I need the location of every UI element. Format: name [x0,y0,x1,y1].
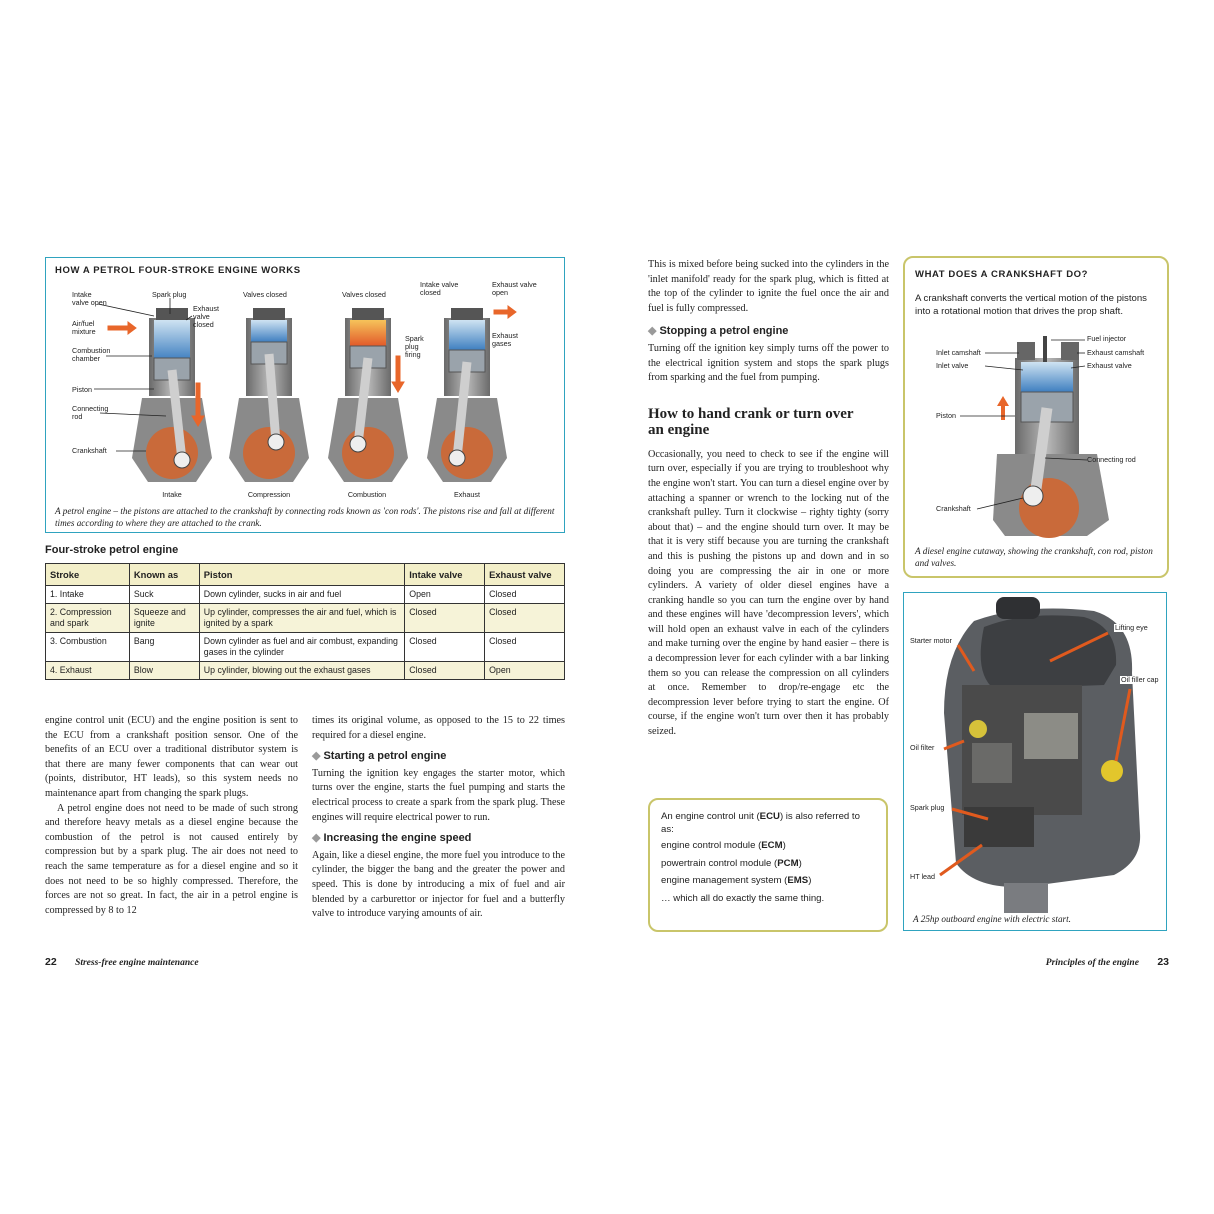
page-number-left: 22 [45,956,57,968]
label-exhaust-gases: Exhaust gases [492,331,518,348]
paragraph: A petrol engine does not need to be made of such strong and therefore heavy metals as a diesel engine because the combustion of the petrol is not caused entirely by compression but by a spark plug. The air does not need to reach the same temperature as for a diesel engine and so it does not need to be so highly compressed. Therefore, the forces are not so great. In fact, the air in a petrol engine is compressed by 8 to 12 [45,802,298,916]
paragraph: times its original volume, as opposed to the 15 to 22 times required for a diesel engine. [312,715,565,741]
petrol-engine-figure [45,257,565,533]
ecu-intro: An engine control unit (ECU) is also referred to as: [661,811,860,835]
stage-label-exhaust: Exhaust [454,490,480,499]
label-exhaust-valve: Exhaust valve [1087,361,1132,370]
label-inlet-valve: Inlet valve [936,361,969,370]
label-fuel-injector: Fuel injector [1087,334,1127,343]
table-header-cell: Known as [129,564,199,586]
paragraph: engine control unit (ECU) and the engine position is sent to the ECU from a crankshaft position sensor. One of the benefits of an ECU over a traditional distributor system is that there are many fewer components that can wear out (points, distributor, HT leads), so this system needs no maintenance apart from changing the spark plugs. [45,715,298,799]
table-title: Four-stroke petrol engine [45,544,179,556]
label-crankshaft: Crankshaft [936,504,971,513]
label-exhaust-valve-open: Exhaust valve open [492,280,537,297]
ecu-item: engine control module (ECM) [661,840,786,851]
label-combustion-chamber: Combustion chamber [72,346,111,363]
table-header-cell: Intake valve [405,564,485,586]
table-row [46,586,565,604]
table-row [46,633,565,662]
label-ht-lead: HT lead [910,872,936,881]
table-cell: 1. Intake [46,586,130,604]
table-cell: 2. Compression and spark [46,604,130,633]
crank-caption: A diesel engine cutaway, showing the crankshaft, con rod, piston and valves. [915,546,1153,568]
table-row [46,662,565,680]
ecu-callout [648,798,888,932]
table-cell: 4. Exhaust [46,662,130,680]
table-cell: Closed [485,604,565,633]
label-air-fuel-mixture: Air/fuel mixture [72,319,96,336]
table-header-row [46,564,565,586]
paragraph: Occasionally, you need to check to see if the engine will turn over, especially if you are trying to troubleshoot why the engine won't start. You can turn a diesel engine over by attaching a spanner or wrench to the locking nut of the crankshaft pulley. Turn it clockwise – righty tighty (sorry about that) – and the engine should turn over. It may be that it is very stiff because you are turning the crankshaft and this is pushing the pistons up and down and in so doing you are compressing the air in one or more cylinders. A variety of older diesel engines have a cranking handle so you can turn the engine over by hand and these engines will have 'decompression levers', which will hold open an exhaust valve in each of the cylinders and make turning over the engine by hand easier – there is a decompression lever for each cylinder with a bar linking them so you can release the compression on all cylinders at once. Remember to drop/re-engage etc the decompression lever before trying to start the engine. Of course, if the engine won't turn over then it has probably seized. [648,448,889,738]
book-title: Stress-free engine maintenance [75,958,199,968]
ecu-item: engine management system (EMS) [661,875,812,886]
table-cell: Down cylinder, sucks in air and fuel [199,586,404,604]
crank-box-text: A crankshaft converts the vertical motion of the pistons into a rotational motion that drives the prop shaft. [915,293,1147,317]
four-stroke-table [45,563,565,680]
label-crankshaft: Crankshaft [72,446,107,455]
right-column [648,258,889,740]
label-starter-motor: Starter motor [910,636,952,645]
table-header-cell: Stroke [46,564,130,586]
table-cell: Closed [405,633,485,662]
stage-label-combustion: Combustion [347,490,387,499]
page-number-right: 23 [1157,956,1169,968]
engine-stage-compression [229,308,309,482]
figure-title: HOW A PETROL FOUR-STROKE ENGINE WORKS [55,265,301,276]
label-exhaust-valve-closed: Exhaust valve closed [193,304,219,329]
table-cell: Closed [485,586,565,604]
section-heading: How to hand crank or turn over an engine [648,405,854,438]
label-exhaust-camshaft: Exhaust camshaft [1087,348,1145,357]
table-cell: Closed [485,633,565,662]
label-spark-plug: Spark plug [152,290,187,299]
label-connecting-rod: Connecting rod [1087,455,1136,464]
table-cell: Up cylinder, blowing out the exhaust gases [199,662,404,680]
table-cell: Closed [405,604,485,633]
table-cell: Down cylinder as fuel and air combust, expanding gases in the cylinder [199,633,404,662]
outboard-caption: A 25hp outboard engine with electric start. [913,913,1159,925]
crankshaft-callout [903,256,1169,578]
label-oil-filler-cap: Oil filler cap [1121,675,1159,684]
label-intake-valve-closed: Intake valve closed [420,280,459,297]
table-row [46,604,565,633]
chapter-title: Principles of the engine [1045,958,1139,968]
paragraph: Turning the ignition key engages the starter motor, which turns over the engine, starts the fuel pumping and starts the electrical process to create a spark from the spark plug. These engines will require electrical power to run. [312,767,565,823]
subheading-stopping: ◆ Stopping a petrol engine [648,325,789,338]
label-lifting-eye: Lifting eye [1115,623,1148,632]
table-cell: Open [405,586,485,604]
label-spark-plug-firing: Spark plug firing [405,334,424,359]
table-cell: Up cylinder, compresses the air and fuel, which is ignited by a spark [199,604,404,633]
engine-stage-combustion [328,308,408,482]
ecu-item: powertrain control module (PCM) [661,857,802,869]
label-intake-valve-open: Intake valve open [72,290,107,307]
left-column-1 [45,714,298,918]
label-connecting-rod: Connecting rod [72,404,109,421]
outboard-figure [903,592,1167,931]
table-cell: Squeeze and ignite [129,604,199,633]
table-cell: Blow [129,662,199,680]
table-header-cell: Piston [199,564,404,586]
subheading-starting: ◆ Starting a petrol engine [312,750,447,763]
label-valves-closed-1: Valves closed [243,290,287,299]
table-cell: Bang [129,633,199,662]
subheading-increasing-speed: ◆ Increasing the engine speed [312,832,472,845]
paragraph: Turning off the ignition key simply turns off the power to the electrical ignition system and stops the spark plugs from sparking and the fuel from pumping. [648,342,889,384]
paragraph: Again, like a diesel engine, the more fuel you introduce to the cylinder, the bigger the bang and the greater the power and speed. This is done by introducing a mix of fuel and air blended by a carburettor or injector for fuel and a butterfly valve to introduce varying amounts of air. [312,849,565,920]
table-cell: 3. Combustion [46,633,130,662]
ecu-outro: … which all do exactly the same thing. [661,892,825,904]
label-spark-plug: Spark plug [910,803,945,812]
table-cell: Suck [129,586,199,604]
figure-caption: A petrol engine – the pistons are attached to the crankshaft by connecting rods known as 'con rods'. The pistons rise and fall at different times according to where they are attached to the crank. [55,506,555,528]
label-piston: Piston [936,411,956,420]
table-cell: Open [485,662,565,680]
label-valves-closed-2: Valves closed [342,290,386,299]
left-column-2 [312,714,565,922]
label-inlet-camshaft: Inlet camshaft [936,348,981,357]
stage-label-compression: Compression [247,490,291,499]
crank-box-title: WHAT DOES A CRANKSHAFT DO? [915,269,1089,280]
table-header-cell: Exhaust valve [485,564,565,586]
label-piston: Piston [72,385,92,394]
paragraph: This is mixed before being sucked into the cylinders in the 'inlet manifold' ready for the spark plug, which is fitted at the top of the cylinder to ignite the fuel once the air and fuel is fully compressed. [648,259,889,314]
stage-label-intake: Intake [162,490,182,499]
right-footer [1046,956,1169,968]
label-oil-filter: Oil filter [910,743,935,752]
table-cell: Closed [405,662,485,680]
left-footer [45,956,199,968]
